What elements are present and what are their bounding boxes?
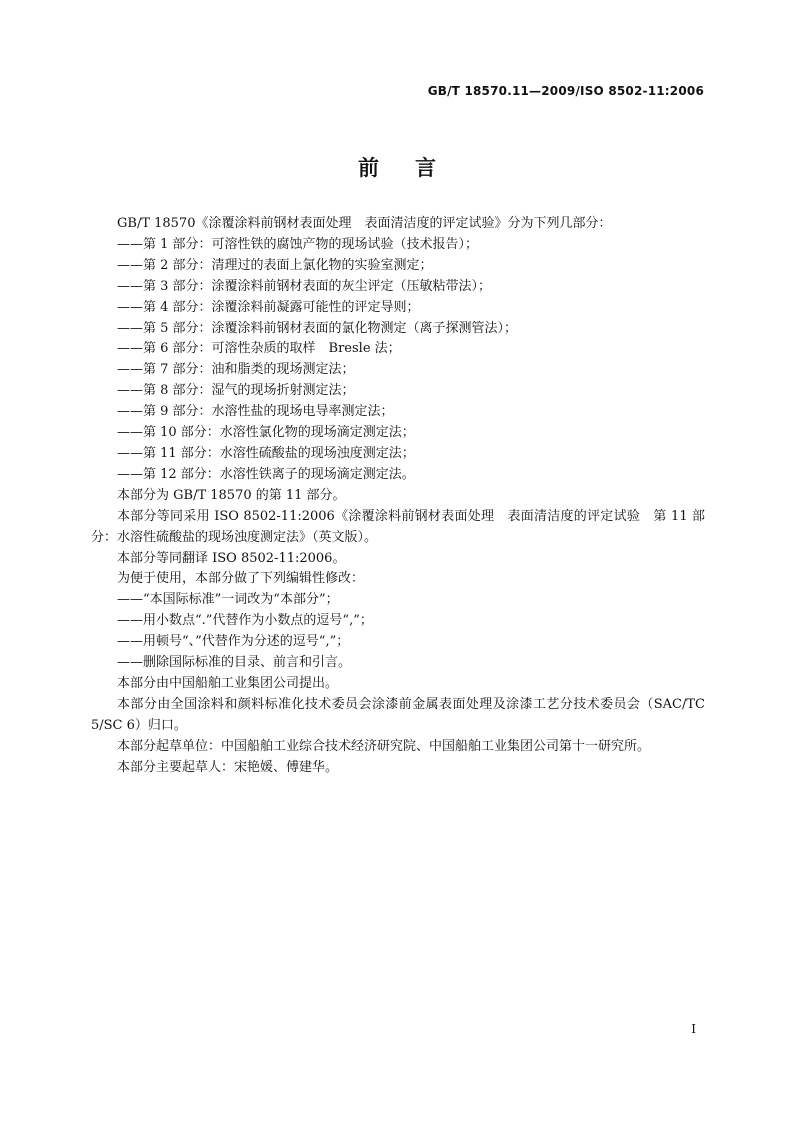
page-title: 前言 [358, 155, 472, 180]
list-item-part-11: ——第 11 部分：水溶性硫酸盐的现场浊度测定法； [117, 445, 415, 461]
list-item-part-5: ——第 5 部分：涂覆涂料前钢材表面的氯化物测定（离子探测管法）； [117, 320, 518, 336]
list-item-part-2: ——第 2 部分：清理过的表面上氯化物的实验室测定； [117, 257, 433, 273]
list-item-part-4: ——第 4 部分：涂覆涂料前凝露可能性的评定导则； [117, 299, 420, 315]
list-item-part-12: ——第 12 部分：水溶性铁离子的现场滴定测定法。 [117, 466, 415, 482]
standard-number-header: GB/T 18570.11—2009/ISO 8502-11:2006 [427, 84, 704, 98]
list-item-part-8: ——第 8 部分：湿气的现场折射测定法； [117, 383, 355, 399]
paragraph-translation: 本部分等同翻译 ISO 8502-11:2006。 [117, 550, 346, 566]
paragraph-part-statement: 本部分为 GB/T 18570 的第 11 部分。 [117, 487, 346, 503]
foreword-body [91, 214, 705, 778]
list-item-part-7: ——第 7 部分：油和脂类的现场测定法； [117, 362, 355, 378]
list-item-part-3: ——第 3 部分：涂覆涂料前钢材表面的灰尘评定（压敏粘带法）； [117, 278, 492, 294]
paragraph-adoption: 本部分等同采用 ISO 8502-11:2006《涂覆涂料前钢材表面处理 表面清洁度的评定试验 第 11 部分：水溶性硫酸盐的现场浊度测定法》（英文版）。 [91, 508, 705, 545]
paragraph-proposed-by: 本部分由中国船舶工业集团公司提出。 [117, 675, 339, 691]
list-item-part-9: ——第 9 部分：水溶性盐的现场电导率测定法； [117, 404, 394, 420]
list-item-part-6: ——第 6 部分：可溶性杂质的取样 Bresle 法； [117, 341, 401, 357]
paragraph-editorial-intro: 为便于使用，本部分做了下列编辑性修改： [117, 571, 365, 587]
paragraph-drafters: 本部分主要起草人：宋艳媛、傅建华。 [117, 759, 339, 775]
paragraph-intro: GB/T 18570《涂覆涂料前钢材表面处理 表面清洁度的评定试验》分为下列几部分： [117, 216, 612, 231]
list-item-editorial-2: ——用小数点“.”代替作为小数点的逗号“,”； [117, 613, 373, 629]
list-item-editorial-3: ——用顿号“、”代替作为分述的逗号“,”； [117, 634, 350, 650]
list-item-editorial-4: ——删除国际标准的目录、前言和引言。 [117, 655, 352, 671]
list-item-part-10: ——第 10 部分：水溶性氯化物的现场滴定测定法； [117, 425, 415, 441]
list-item-editorial-1: ——“本国际标准”一词改为“本部分”； [117, 592, 339, 608]
paragraph-drafting-units: 本部分起草单位：中国船舶工业综合技术经济研究院、中国船舶工业集团公司第十一研究所。 [117, 738, 651, 754]
list-item-part-1: ——第 1 部分：可溶性铁的腐蚀产物的现场试验（技术报告）； [117, 236, 479, 252]
page-number: I [691, 1022, 696, 1036]
paragraph-managed-by: 本部分由全国涂料和颜料标准化技术委员会涂漆前金属表面处理及涂漆工艺分技术委员会（SAC/TC 5/SC 6）归口。 [91, 696, 705, 733]
